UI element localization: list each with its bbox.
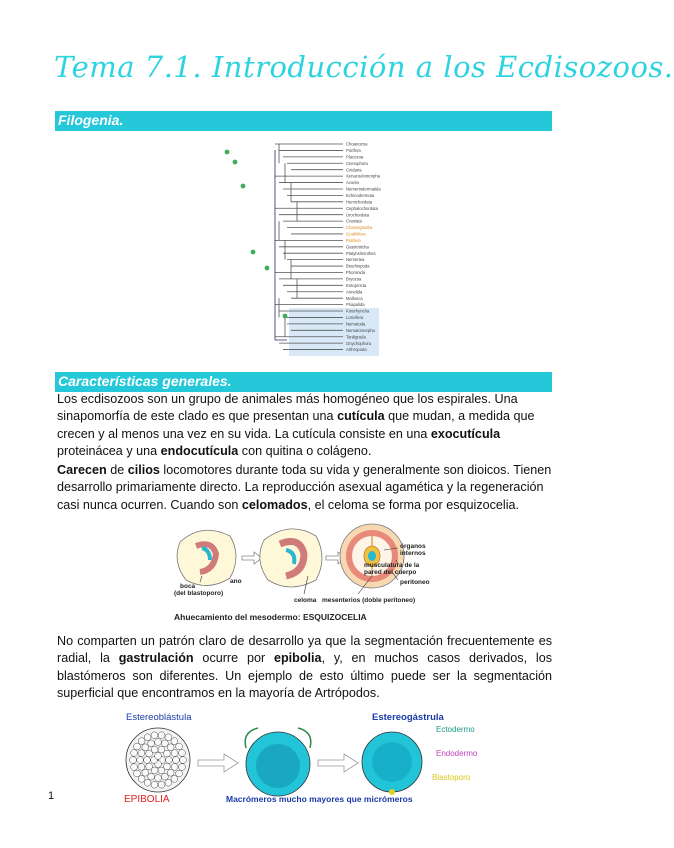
text-run: , y, en muchos casos derivados, los blastómeros son diferentes. Un ejemplo de esto último puede ser la segmentación superficial que encontramos en la mayoría de Artrópodos. — [57, 651, 552, 700]
label-blastoporo: Blastoporo — [432, 773, 471, 782]
blastomere — [179, 764, 186, 771]
epibolia-diagram — [118, 708, 498, 808]
blastomere — [173, 757, 180, 764]
tree-node-marker — [241, 184, 246, 189]
blastomere — [167, 744, 174, 751]
epibolia-figure — [118, 708, 498, 808]
text-run: proteinácea y una — [57, 443, 161, 458]
label-ectodermo: Ectodermo — [436, 725, 475, 734]
tree-taxon-label: Craniata — [346, 218, 362, 224]
blastomere — [131, 750, 138, 757]
blastomere — [151, 781, 158, 788]
bold-term: cutícula — [337, 409, 385, 424]
paragraph-desarrollo — [57, 633, 552, 702]
label-mesenterios: mesenterios (doble peritoneo) — [322, 597, 416, 604]
blastomere — [158, 732, 165, 739]
blastomere — [138, 763, 145, 770]
page-number: 1 — [48, 790, 55, 802]
tree-taxon-label: Kinorhyncha — [346, 308, 370, 314]
arrow-right-icon — [198, 754, 238, 772]
macromeres — [256, 744, 300, 788]
tree-taxon-label: Echinodermata — [346, 192, 375, 198]
paragraph-cuticula — [57, 391, 552, 460]
bold-term: cilios — [127, 463, 160, 477]
embryo-stage-2 — [260, 529, 322, 587]
tree-taxon-label: Priapulida — [346, 302, 365, 308]
blastomere — [176, 770, 183, 777]
blastomere — [167, 769, 174, 776]
blastomere — [144, 757, 151, 764]
blastomere — [163, 750, 170, 757]
label-macromeros: Macrómeros mucho mayores que micrómeros — [226, 794, 413, 804]
blastomere — [144, 779, 151, 786]
label-organos-2: internos — [400, 550, 426, 557]
tree-taxon-label: Annelida — [346, 289, 363, 295]
text-run: , el celoma se forma por esquizocelia. — [307, 497, 520, 512]
label-organos: órganos — [400, 543, 426, 550]
bold-term: endocutícula — [160, 443, 239, 458]
tree-taxon-label: Nemertodermatida — [346, 186, 381, 192]
tree-taxon-label: Acoela — [346, 180, 359, 186]
tree-node-marker — [283, 314, 288, 319]
blastomere — [137, 757, 144, 764]
blastomere — [151, 732, 158, 739]
blastomere — [144, 734, 151, 741]
tree-taxon-label: Mollusca — [346, 295, 363, 301]
label-estereoblastula: Estereoblástula — [126, 712, 192, 723]
blastomere — [131, 764, 138, 771]
figure-caption: Ahuecamiento del mesodermo: ESQUIZOCELIA — [174, 612, 367, 622]
section-header-caracteristicas — [55, 372, 552, 392]
blastomere — [161, 740, 168, 747]
tree-taxon-label: Cnidaria — [346, 167, 362, 173]
blastomere — [171, 775, 178, 782]
tree-taxon-label: Porifera — [346, 148, 361, 154]
esquizocelia-diagram — [172, 520, 442, 628]
phylogeny-tree-figure — [215, 140, 390, 358]
blastomere — [180, 757, 187, 764]
tree-taxon-label: Loricifera — [346, 315, 364, 321]
text-run: locomotores durante toda su vida y generalmente son dioicos. Tienen desarrollo primariamente directo. La reproducción asexual agamética y la regeneración casi nunca ocurren. Cuando son — [57, 463, 552, 512]
blastomere — [148, 773, 155, 780]
text-run: que mudan, a medida que crecen y al menos una vez en su vida. La cutícula consiste en una — [57, 409, 535, 441]
tree-taxon-label: Onychophora — [346, 340, 372, 346]
bold-term: epibolia — [273, 651, 322, 666]
blastomere — [158, 767, 165, 774]
label-boca: boca — [180, 583, 196, 590]
tree-taxon-label: Urochordata — [346, 212, 370, 218]
bold-term: exocutícula — [430, 426, 501, 441]
label-ano: ano — [230, 578, 242, 585]
section-title: Características generales. — [58, 373, 232, 389]
label-musculatura-2: pared del cuerpo — [364, 569, 417, 576]
tree-taxon-label: Placozoa — [346, 154, 364, 160]
blastomere — [171, 763, 178, 770]
blastomere — [158, 781, 165, 788]
label-estereogastrula: Estereogástrula — [372, 712, 444, 723]
tree-taxon-label: Entoprocta — [346, 282, 367, 288]
blastomere — [171, 738, 178, 745]
blastomere — [155, 753, 162, 760]
blastomere — [138, 775, 145, 782]
tree-taxon-label: Platyhelminthes — [346, 250, 376, 256]
blastomere — [142, 769, 149, 776]
blastomere — [155, 775, 162, 782]
blastomere — [148, 740, 155, 747]
label-peritoneo: peritoneo — [400, 579, 430, 586]
text-run: Los ecdisozoos son un grupo de animales más homogéneo que los espirales. Una sinapomorfía de este clado es que presentan una — [57, 392, 518, 424]
blastomere — [138, 750, 145, 757]
tree-taxon-label: Cephalochordata — [346, 205, 378, 211]
tree-taxon-label: Ctenophora — [346, 160, 368, 166]
tree-node-marker — [265, 266, 270, 271]
blastomere — [134, 743, 141, 750]
tree-taxon-label: Hemichordata — [346, 199, 373, 205]
bold-term: Carecen — [57, 463, 107, 477]
tree-taxon-label: Nemertea — [346, 257, 365, 263]
tree-taxon-label: Xenacoelomorpha — [346, 173, 380, 179]
tree-node-marker — [225, 150, 230, 155]
tree-taxon-label: Bryozoa — [346, 276, 362, 282]
arrow-right-icon — [242, 552, 262, 564]
blastomere — [161, 773, 168, 780]
text-run: de — [106, 463, 128, 477]
label-celoma: celoma — [294, 597, 317, 604]
text-run: No comparten un patrón claro de desarrollo ya que la segmentación frecuentemente es radial, la — [57, 634, 552, 666]
blastomere — [166, 757, 173, 764]
tree-taxon-label: Arthropoda — [346, 347, 367, 353]
blastomere — [142, 744, 149, 751]
text-run: con quitina o colágeno. — [238, 443, 372, 458]
bold-term: gastrulación — [118, 651, 194, 666]
blastomere — [165, 734, 172, 741]
blastomere — [130, 757, 137, 764]
endoderm-core — [372, 742, 412, 782]
paragraph-cilios — [57, 462, 552, 514]
embryo-stage-1 — [177, 530, 236, 585]
tree-taxon-label: Nematomorpha — [346, 327, 375, 333]
esquizocelia-figure — [172, 520, 442, 628]
blastomere — [151, 746, 158, 753]
label-musculatura: musculatura de la — [364, 562, 420, 569]
blastomere — [134, 770, 141, 777]
tree-node-marker — [233, 160, 238, 165]
blastomere — [176, 743, 183, 750]
section-header-filogenia — [55, 111, 552, 131]
blastomere — [138, 738, 145, 745]
blastomere — [146, 763, 153, 770]
tree-taxon-label: Choanozoa — [346, 141, 368, 147]
section-title: Filogenia. — [58, 112, 124, 128]
tree-taxon-label: Phoronida — [346, 270, 366, 276]
label-boca-2: (del blastoporo) — [174, 590, 224, 597]
label-endodermo: Endodermo — [436, 749, 478, 758]
tree-taxon-label: Brachiopoda — [346, 263, 370, 269]
arrow-right-icon — [318, 754, 358, 772]
tree-taxon-label: Chaetognatha — [346, 225, 373, 231]
tree-node-marker — [251, 250, 256, 255]
tree-taxon-label: Tardigrada — [346, 334, 366, 340]
blastomere — [171, 750, 178, 757]
tree-taxon-label: Rotifera — [346, 237, 361, 243]
tree-taxon-label: Nematoda — [346, 321, 366, 327]
label-epibolia: EPIBOLIA — [124, 794, 170, 805]
text-run: ocurre por — [193, 651, 274, 666]
blastomere — [155, 739, 162, 746]
gut — [368, 551, 376, 561]
page-title: Tema 7.1. Introducción a los Ecdisozoos. — [54, 50, 674, 84]
blastomere — [179, 750, 186, 757]
bold-term: celomados — [241, 497, 308, 512]
blastomere — [165, 779, 172, 786]
tree-taxon-label: Gastrotricha — [346, 244, 369, 250]
phylogeny-tree — [215, 140, 390, 358]
tree-taxon-label: Gnathifera — [346, 231, 366, 237]
